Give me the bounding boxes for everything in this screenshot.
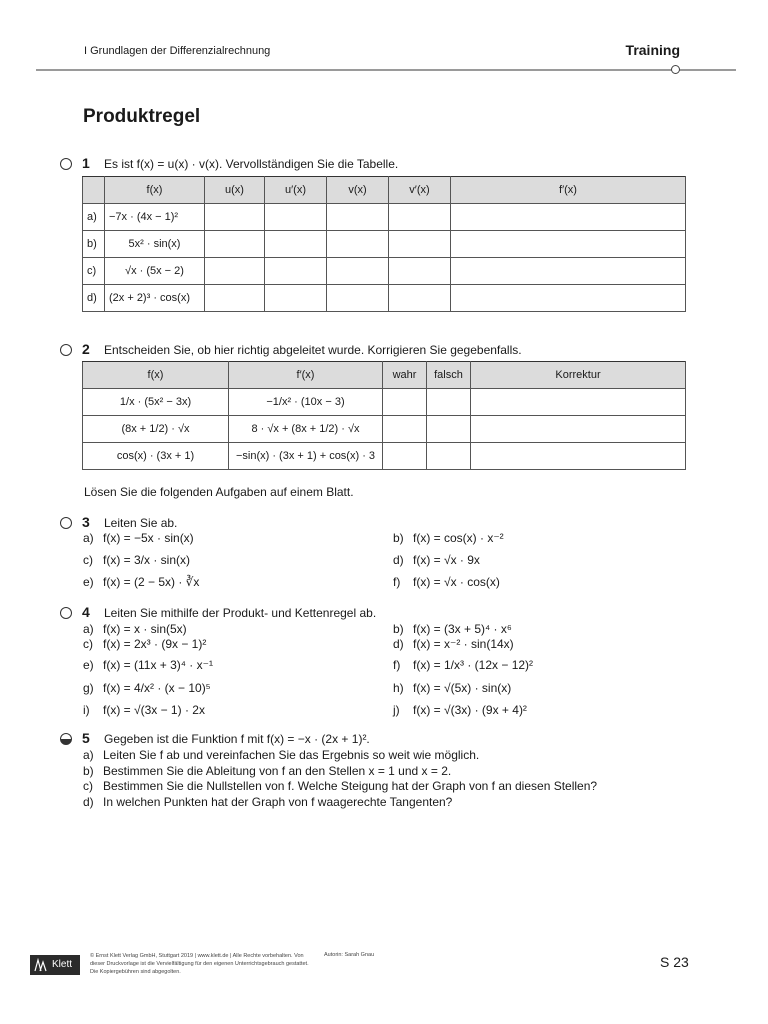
list-item: c) f(x) = 3/x · sin(x) — [83, 553, 191, 567]
table-header-cell: v′(x) — [389, 177, 451, 204]
list-item: d) f(x) = x⁻² · sin(14x) — [393, 637, 514, 651]
task-intro: Entscheiden Sie, ob hier richtig abgeleitet wurde. Korrigieren Sie gegebenfalls. — [104, 343, 522, 357]
derivative-cell: 8 · √x + (8x + 1/2) · √x — [229, 416, 383, 443]
answer-cell[interactable] — [205, 204, 265, 231]
function-cell: −7x · (4x − 1)² — [105, 204, 205, 231]
function-cell: √x · (5x − 2) — [105, 258, 205, 285]
table-header-cell: f′(x) — [451, 177, 686, 204]
falsch-checkbox[interactable] — [427, 389, 471, 416]
row-label: a) — [83, 204, 105, 231]
table-row — [83, 231, 686, 258]
list-item: e) f(x) = (2 − 5x) · ∛x — [83, 575, 200, 589]
correction-cell[interactable] — [471, 389, 686, 416]
function-cell: cos(x) · (3x + 1) — [83, 443, 229, 470]
answer-cell[interactable] — [451, 231, 686, 258]
list-item: e) f(x) = (11x + 3)⁴ · x⁻¹ — [83, 658, 213, 672]
answer-cell[interactable] — [327, 258, 389, 285]
falsch-checkbox[interactable] — [427, 416, 471, 443]
answer-cell[interactable] — [327, 285, 389, 312]
row-label: b) — [83, 231, 105, 258]
answer-cell[interactable] — [265, 258, 327, 285]
task-number: 5 — [82, 730, 90, 746]
wahr-checkbox[interactable] — [383, 389, 427, 416]
answer-cell[interactable] — [451, 285, 686, 312]
list-item: f) f(x) = √x · cos(x) — [393, 575, 500, 589]
list-item: c) f(x) = 2x³ · (9x − 1)² — [83, 637, 207, 651]
list-item: i) f(x) = √(3x − 1) · 2x — [83, 703, 205, 717]
answer-cell[interactable] — [205, 285, 265, 312]
answer-cell[interactable] — [265, 231, 327, 258]
function-cell: 1/x · (5x² − 3x) — [83, 389, 229, 416]
task-intro: Es ist f(x) = u(x) · v(x). Vervollständigen Sie die Tabelle. — [104, 157, 399, 171]
table-header-cell: f(x) — [105, 177, 205, 204]
table-header-cell: v(x) — [327, 177, 389, 204]
list-item: a) f(x) = x · sin(5x) — [83, 622, 187, 636]
table-header-cell: u′(x) — [265, 177, 327, 204]
row-label: d) — [83, 285, 105, 312]
answer-cell[interactable] — [389, 285, 451, 312]
page-number: S 23 — [660, 954, 689, 970]
answer-cell[interactable] — [451, 258, 686, 285]
list-item: c) Bestimmen Sie die Nullstellen von f. Welche Steigung hat der Graph von f an diesen Stellen? — [83, 779, 598, 793]
function-cell: (2x + 2)³ · cos(x) — [105, 285, 205, 312]
task2-table — [82, 361, 686, 470]
list-item: a) f(x) = −5x · sin(x) — [83, 531, 194, 545]
instruction-note: Lösen Sie die folgenden Aufgaben auf einem Blatt. — [84, 485, 354, 499]
task-circle-icon — [60, 158, 72, 170]
correction-cell[interactable] — [471, 416, 686, 443]
list-item: d) f(x) = √x · 9x — [393, 553, 480, 567]
answer-cell[interactable] — [451, 204, 686, 231]
row-label: c) — [83, 258, 105, 285]
table-row — [83, 258, 686, 285]
derivative-cell: −sin(x) · (3x + 1) + cos(x) · 3 — [229, 443, 383, 470]
table-row — [83, 443, 686, 470]
task-number: 4 — [82, 604, 90, 620]
author-credit: Autorin: Sarah Gnau — [324, 952, 375, 958]
task-intro: Leiten Sie mithilfe der Produkt- und Kettenregel ab. — [104, 606, 377, 620]
falsch-checkbox[interactable] — [427, 443, 471, 470]
section-label: Training — [625, 42, 680, 58]
task-intro: Leiten Sie ab. — [104, 516, 178, 530]
table-header-cell: Korrektur — [471, 362, 686, 389]
answer-cell[interactable] — [389, 231, 451, 258]
table-row — [83, 285, 686, 312]
wahr-checkbox[interactable] — [383, 416, 427, 443]
list-item: b) f(x) = (3x + 5)⁴ · x⁶ — [393, 622, 512, 636]
task-half-circle-icon — [60, 733, 72, 745]
table-header-cell: wahr — [383, 362, 427, 389]
header-rule — [36, 69, 736, 71]
table-header-cell: falsch — [427, 362, 471, 389]
list-item: a) Leiten Sie f ab und vereinfachen Sie das Ergebnis so weit wie möglich. — [83, 748, 480, 762]
wahr-checkbox[interactable] — [383, 443, 427, 470]
task-number: 3 — [82, 514, 90, 530]
answer-cell[interactable] — [205, 231, 265, 258]
logo-text: Klett — [52, 959, 73, 970]
table-header-cell: f′(x) — [229, 362, 383, 389]
answer-cell[interactable] — [389, 204, 451, 231]
function-cell: (8x + 1/2) · √x — [83, 416, 229, 443]
table-row — [83, 204, 686, 231]
header-dot — [671, 65, 680, 74]
answer-cell[interactable] — [327, 204, 389, 231]
task-circle-icon — [60, 517, 72, 529]
klett-logo — [30, 955, 80, 975]
correction-cell[interactable] — [471, 443, 686, 470]
answer-cell[interactable] — [327, 231, 389, 258]
list-item: b) Bestimmen Sie die Ableitung von f an den Stellen x = 1 und x = 2. — [83, 764, 452, 778]
chapter-title: I Grundlagen der Differenzialrechnung — [84, 45, 271, 57]
task-circle-icon — [60, 344, 72, 356]
answer-cell[interactable] — [265, 204, 327, 231]
answer-cell[interactable] — [389, 258, 451, 285]
list-item: h) f(x) = √(5x) · sin(x) — [393, 681, 512, 695]
task1-table — [82, 176, 686, 312]
derivative-cell: −1/x² · (10x − 3) — [229, 389, 383, 416]
table-header-cell: u(x) — [205, 177, 265, 204]
function-cell: 5x² · sin(x) — [105, 231, 205, 258]
task-circle-icon — [60, 607, 72, 619]
answer-cell[interactable] — [265, 285, 327, 312]
list-item: d) In welchen Punkten hat der Graph von f waagerechte Tangenten? — [83, 795, 453, 809]
answer-cell[interactable] — [205, 258, 265, 285]
copyright-notice: © Ernst Klett Verlag GmbH, Stuttgart 2019 | www.klett.de | Alle Rechte vorbehalten. Von dieser Druckvorlage ist die Vervielfältigung für den eigenen Unterrichtsgebrauch gestattet. Die Kopiergebühren sind abgegolten. — [90, 953, 309, 975]
table-header-cell: f(x) — [83, 362, 229, 389]
table-row — [83, 416, 686, 443]
page-title: Produktregel — [83, 106, 201, 127]
table-row — [83, 389, 686, 416]
task-number: 2 — [82, 341, 90, 357]
list-item: j) f(x) = √(3x) · (9x + 4)² — [393, 703, 527, 717]
table-header-cell — [83, 177, 105, 204]
task-number: 1 — [82, 155, 90, 171]
list-item: f) f(x) = 1/x³ · (12x − 12)² — [393, 658, 534, 672]
task-intro: Gegeben ist die Funktion f mit f(x) = −x · (2x + 1)². — [104, 732, 370, 746]
list-item: b) f(x) = cos(x) · x⁻² — [393, 531, 504, 545]
list-item: g) f(x) = 4/x² · (x − 10)⁵ — [83, 681, 211, 695]
